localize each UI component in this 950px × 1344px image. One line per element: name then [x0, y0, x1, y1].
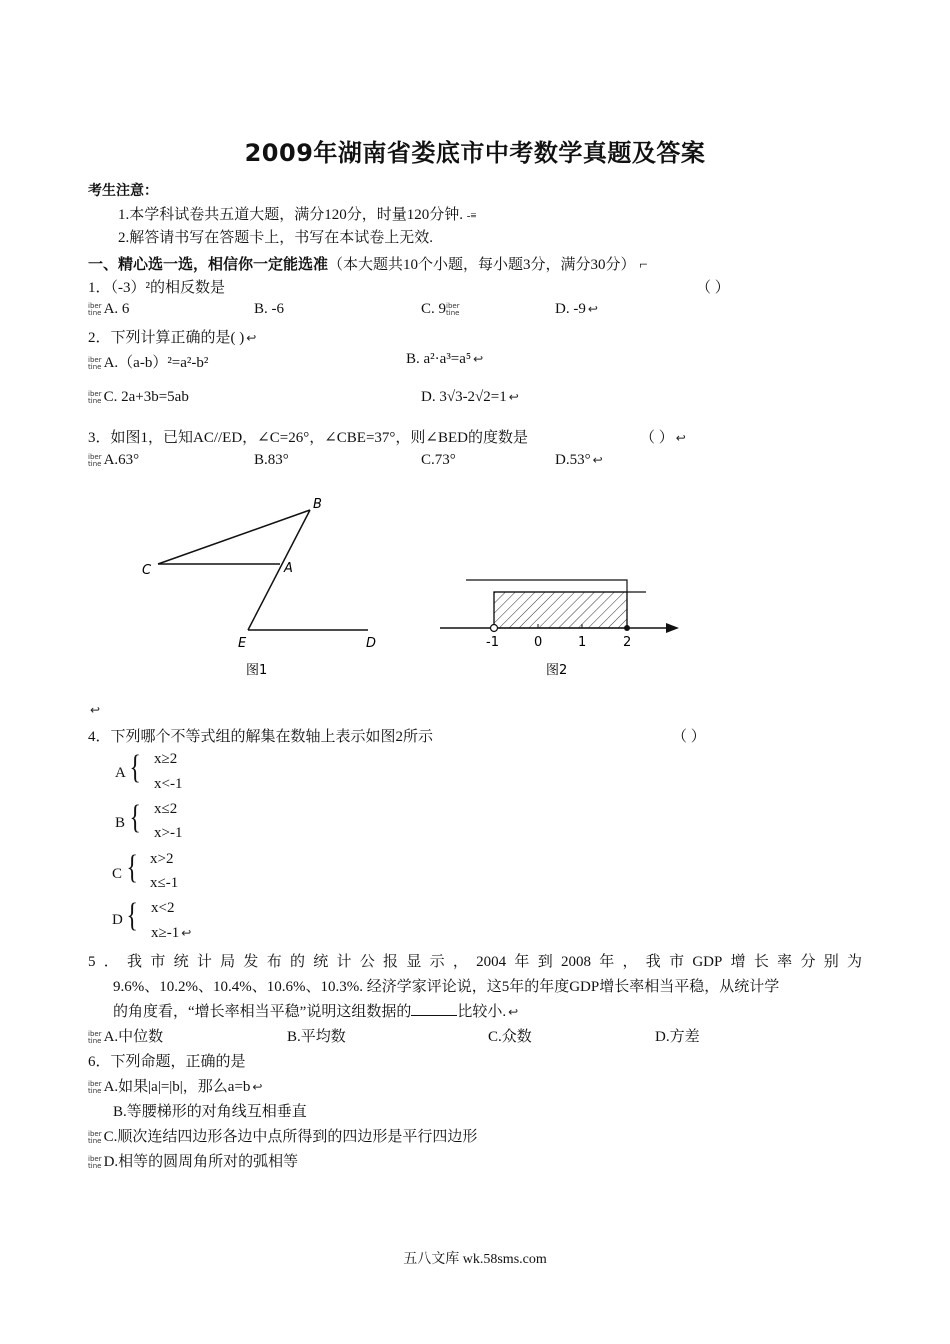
q2-stem: 2．下列计算正确的是( ) ↩ [88, 330, 257, 346]
figure-1 [130, 490, 390, 685]
q6-option-d: iber tine D.相等的圆周角所对的弧相等 [88, 1154, 299, 1170]
editor-mark-icon: iber tine [88, 1129, 102, 1145]
editor-mark-icon: iber tine [88, 389, 102, 405]
editor-mark-icon: iber tine [88, 1154, 102, 1170]
q3-stem: 3．如图1，已知AC//ED，∠C=26°，∠CBE=37°，则∠BED的度数是 [88, 430, 528, 446]
editor-mark-icon: iber tine [88, 355, 102, 371]
return-mark-icon: ↩ [181, 926, 192, 940]
q3-option-d: D.53° ↩ [555, 452, 603, 468]
q4-option-d-top: x<2 [151, 900, 175, 916]
q5-line-3: 的角度看，“增长率相当平稳”说明这组数据的 比较小. ↩ [113, 1004, 519, 1020]
brace-icon: { [129, 749, 141, 786]
q5-option-c: C.众数 [488, 1029, 532, 1045]
section1-heading: 一、精心选一选，相信你一定能选准（本大题共10个小题，每小题3分，满分30分） ⌐ [88, 257, 648, 273]
editor-mark-icon: iber tine [88, 301, 102, 317]
editor-mark-icon: iber tine [88, 452, 102, 468]
editor-mark-icon: iber tine [88, 1029, 102, 1045]
q5-option-d: D.方差 [655, 1029, 700, 1045]
q4-option-b-bottom: x>-1 [154, 825, 183, 841]
q2-option-c: iber tine C. 2a+3b=5ab [88, 389, 189, 405]
footer-watermark: 五八文库 wk.58sms.com [403, 1252, 547, 1267]
q4-option-b-letter: B [115, 815, 126, 831]
q4-paren: （ ） [672, 729, 706, 745]
notice-2: 2.解答请书写在答题卡上，书写在本试卷上无效. [118, 230, 434, 246]
editor-mark-icon: iber tine [88, 1079, 102, 1095]
tick-label: -1 [486, 635, 499, 650]
return-mark-icon: ↩ [508, 1005, 519, 1019]
q2-option-d: D. 3√3-2√2=1 ↩ [421, 389, 519, 405]
q4-option-d-letter: D [112, 912, 123, 928]
q1-paren: （ ） [696, 280, 730, 296]
figure-2 [436, 572, 686, 685]
q2-option-b: B. a²·a³=a⁵ ↩ [406, 351, 484, 367]
q5-line-1: 5．我市统计局发布的统计公报显示，2004年到2008年，我市GDP增长率分别为 [88, 954, 862, 970]
q4-option-c-letter: C [112, 866, 123, 882]
q1-option-c: C. 9 iber tine [421, 301, 460, 317]
label-b: B [313, 497, 322, 512]
return-mark-icon: ↩ [246, 331, 257, 345]
q1-stem: 1．（-3）²的相反数是 [88, 280, 225, 296]
tick-label: 2 [623, 635, 632, 650]
label-d: D [366, 636, 377, 651]
closed-point-2 [624, 625, 630, 631]
return-mark-icon: ↩ [592, 453, 603, 467]
q4-option-b-top: x≤2 [154, 801, 178, 817]
q4-option-a-bottom: x<-1 [154, 776, 183, 792]
q4-option-d-bottom: x≥-1 ↩ [151, 925, 192, 941]
q4-option-c-bottom: x≤-1 [150, 875, 179, 891]
label-a: A [284, 561, 293, 576]
q5-line-2: 9.6%、10.2%、10.4%、10.6%、10.3%. 经济学家评论说，这5年的年度GDP增长率相当平稳，从统计学 [113, 979, 780, 995]
return-mark-icon: ↩ [473, 352, 484, 366]
q6-option-a: iber tine A.如果|a|=|b|，那么a=b ↩ [88, 1079, 263, 1095]
q1-option-d: D. -9 ↩ [555, 301, 598, 317]
notice-1: 1.本学科试卷共五道大题，满分120分，时量120分钟. -≡ [118, 207, 477, 223]
q4-option-c-top: x>2 [150, 851, 174, 867]
q3-option-a: iber tine A.63° [88, 452, 140, 468]
q1-option-a: iber tine A. 6 [88, 301, 130, 317]
segment-cb [158, 510, 310, 564]
tick-label: 1 [578, 635, 587, 650]
axis-arrow-icon [666, 623, 679, 633]
page-title: 2009年湖南省娄底市中考数学真题及答案 [244, 139, 706, 167]
q1-option-b: B. -6 [254, 301, 284, 317]
label-e: E [238, 636, 247, 651]
answer-blank [411, 1003, 457, 1016]
tick-label: 0 [534, 635, 543, 650]
q3-option-c: C.73° [421, 452, 456, 468]
return-mark-icon: ↩ [90, 703, 101, 717]
open-point--1 [491, 625, 498, 632]
q3-option-b: B.83° [254, 452, 289, 468]
solution-region [494, 592, 627, 628]
brace-icon: { [126, 897, 138, 934]
q5-option-b: B.平均数 [287, 1029, 346, 1045]
q4-option-a-letter: A [115, 765, 126, 781]
q2-option-a: iber tine A.（a-b）²=a²-b² [88, 355, 209, 371]
notice-heading: 考生注意： [88, 184, 158, 199]
return-mark-icon: ↩ [675, 431, 686, 445]
q3-paren: （ ） ↩ [640, 430, 686, 446]
return-mark-icon: ↩ [587, 302, 598, 316]
fig1-caption: 图1 [246, 663, 268, 678]
fig2-caption: 图2 [546, 663, 568, 678]
q6-option-c: iber tine C.顺次连结四边形各边中点所得到的四边形是平行四边形 [88, 1129, 478, 1145]
brace-icon: { [129, 799, 141, 836]
label-c: C [142, 563, 152, 578]
editor-mark-icon: iber tine [446, 301, 460, 317]
q4-stem: 4．下列哪个不等式组的解集在数轴上表示如图2所示 [88, 729, 434, 745]
q4-option-a-top: x≥2 [154, 751, 178, 767]
q5-option-a: iber tine A.中位数 [88, 1029, 164, 1045]
q6-stem: 6．下列命题，正确的是 [88, 1054, 246, 1070]
return-mark-icon: ↩ [508, 390, 519, 404]
brace-icon: { [126, 849, 138, 886]
return-mark-icon: ↩ [252, 1080, 263, 1094]
q6-option-b: B.等腰梯形的对角线互相垂直 [113, 1104, 307, 1120]
